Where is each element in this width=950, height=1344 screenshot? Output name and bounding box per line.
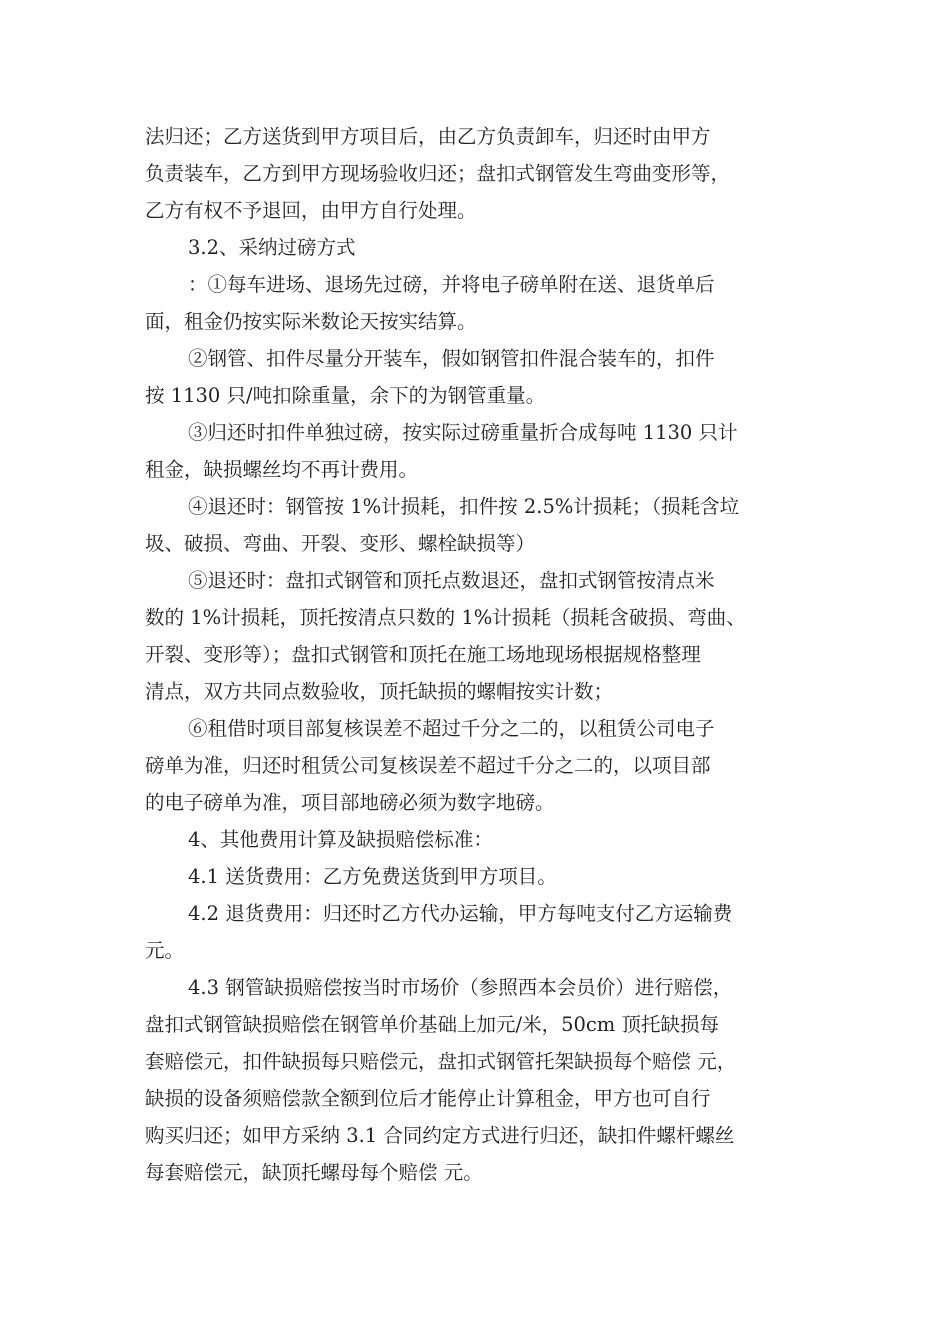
text-line: 盘扣式钢管缺损赔偿在钢管单价基础上加元/米，50cm 顶托缺损每 bbox=[145, 1013, 719, 1036]
text-line: 清点，双方共同点数验收，顶托缺损的螺帽按实计数； bbox=[145, 680, 614, 703]
text-line: 数的 1%计损耗，顶托按清点只数的 1%计损耗（损耗含破损、弯曲、 bbox=[145, 606, 746, 629]
text-line: ⑤退还时：盘扣式钢管和顶托点数退还，盘扣式钢管按清点米 bbox=[188, 569, 715, 592]
text-line: ：①每车进场、退场先过磅，并将电子磅单附在送、退货单后 bbox=[188, 273, 715, 296]
text-line: 按 1130 只/吨扣除重量，余下的为钢管重量。 bbox=[145, 384, 546, 407]
text-line: 缺损的设备须赔偿款全额到位后才能停止计算租金，甲方也可自行 bbox=[145, 1087, 711, 1110]
text-line: 每套赔偿元，缺顶托螺母每个赔偿 元。 bbox=[145, 1161, 483, 1184]
text-line: ⑥租借时项目部复核误差不超过千分之二的，以租赁公司电子 bbox=[188, 717, 715, 740]
text-line: 套赔偿元，扣件缺损每只赔偿元，盘扣式钢管托架缺损每个赔偿 元， bbox=[145, 1050, 737, 1073]
text-line: ④退还时：钢管按 1%计损耗，扣件按 2.5%计损耗；（损耗含垃 bbox=[188, 495, 740, 518]
text-line: 4.3 钢管缺损赔偿按当时市场价（参照西本会员价）进行赔偿， bbox=[188, 976, 733, 999]
text-line: 4.2 退货费用：归还时乙方代办运输，甲方每吨支付乙方运输费 bbox=[188, 902, 733, 925]
text-line: 租金，缺损螺丝均不再计费用。 bbox=[145, 458, 419, 481]
text-line: 乙方有权不予退回，由甲方自行处理。 bbox=[145, 199, 477, 222]
text-line: 3.2、采纳过磅方式 bbox=[188, 236, 356, 259]
text-line: 4、其他费用计算及缺损赔偿标准： bbox=[188, 828, 493, 851]
text-line: 法归还；乙方送货到甲方项目后，由乙方负责卸车，归还时由甲方 bbox=[145, 125, 711, 148]
text-line: 购买归还；如甲方采纳 3.1 合同约定方式进行归还，缺扣件螺杆螺丝 bbox=[145, 1124, 735, 1147]
text-line: 的电子磅单为准，项目部地磅必须为数字地磅。 bbox=[145, 791, 555, 814]
text-line: 开裂、变形等）；盘扣式钢管和顶托在施工场地现场根据规格整理 bbox=[145, 643, 701, 666]
text-line: ③归还时扣件单独过磅，按实际过磅重量折合成每吨 1130 只计 bbox=[188, 421, 738, 444]
text-line: 负责装车，乙方到甲方现场验收归还；盘扣式钢管发生弯曲变形等， bbox=[145, 162, 731, 185]
text-line: 圾、破损、弯曲、开裂、变形、螺栓缺损等） bbox=[145, 532, 536, 555]
text-line: ②钢管、扣件尽量分开装车，假如钢管扣件混合装车的，扣件 bbox=[188, 347, 715, 370]
document-body bbox=[145, 118, 845, 1191]
text-line: 元。 bbox=[145, 939, 185, 962]
text-line: 磅单为准，归还时租赁公司复核误差不超过千分之二的，以项目部 bbox=[145, 754, 711, 777]
text-line: 面，租金仍按实际米数论天按实结算。 bbox=[145, 310, 477, 333]
text-line: 4.1 送货费用：乙方免费送货到甲方项目。 bbox=[188, 865, 557, 888]
